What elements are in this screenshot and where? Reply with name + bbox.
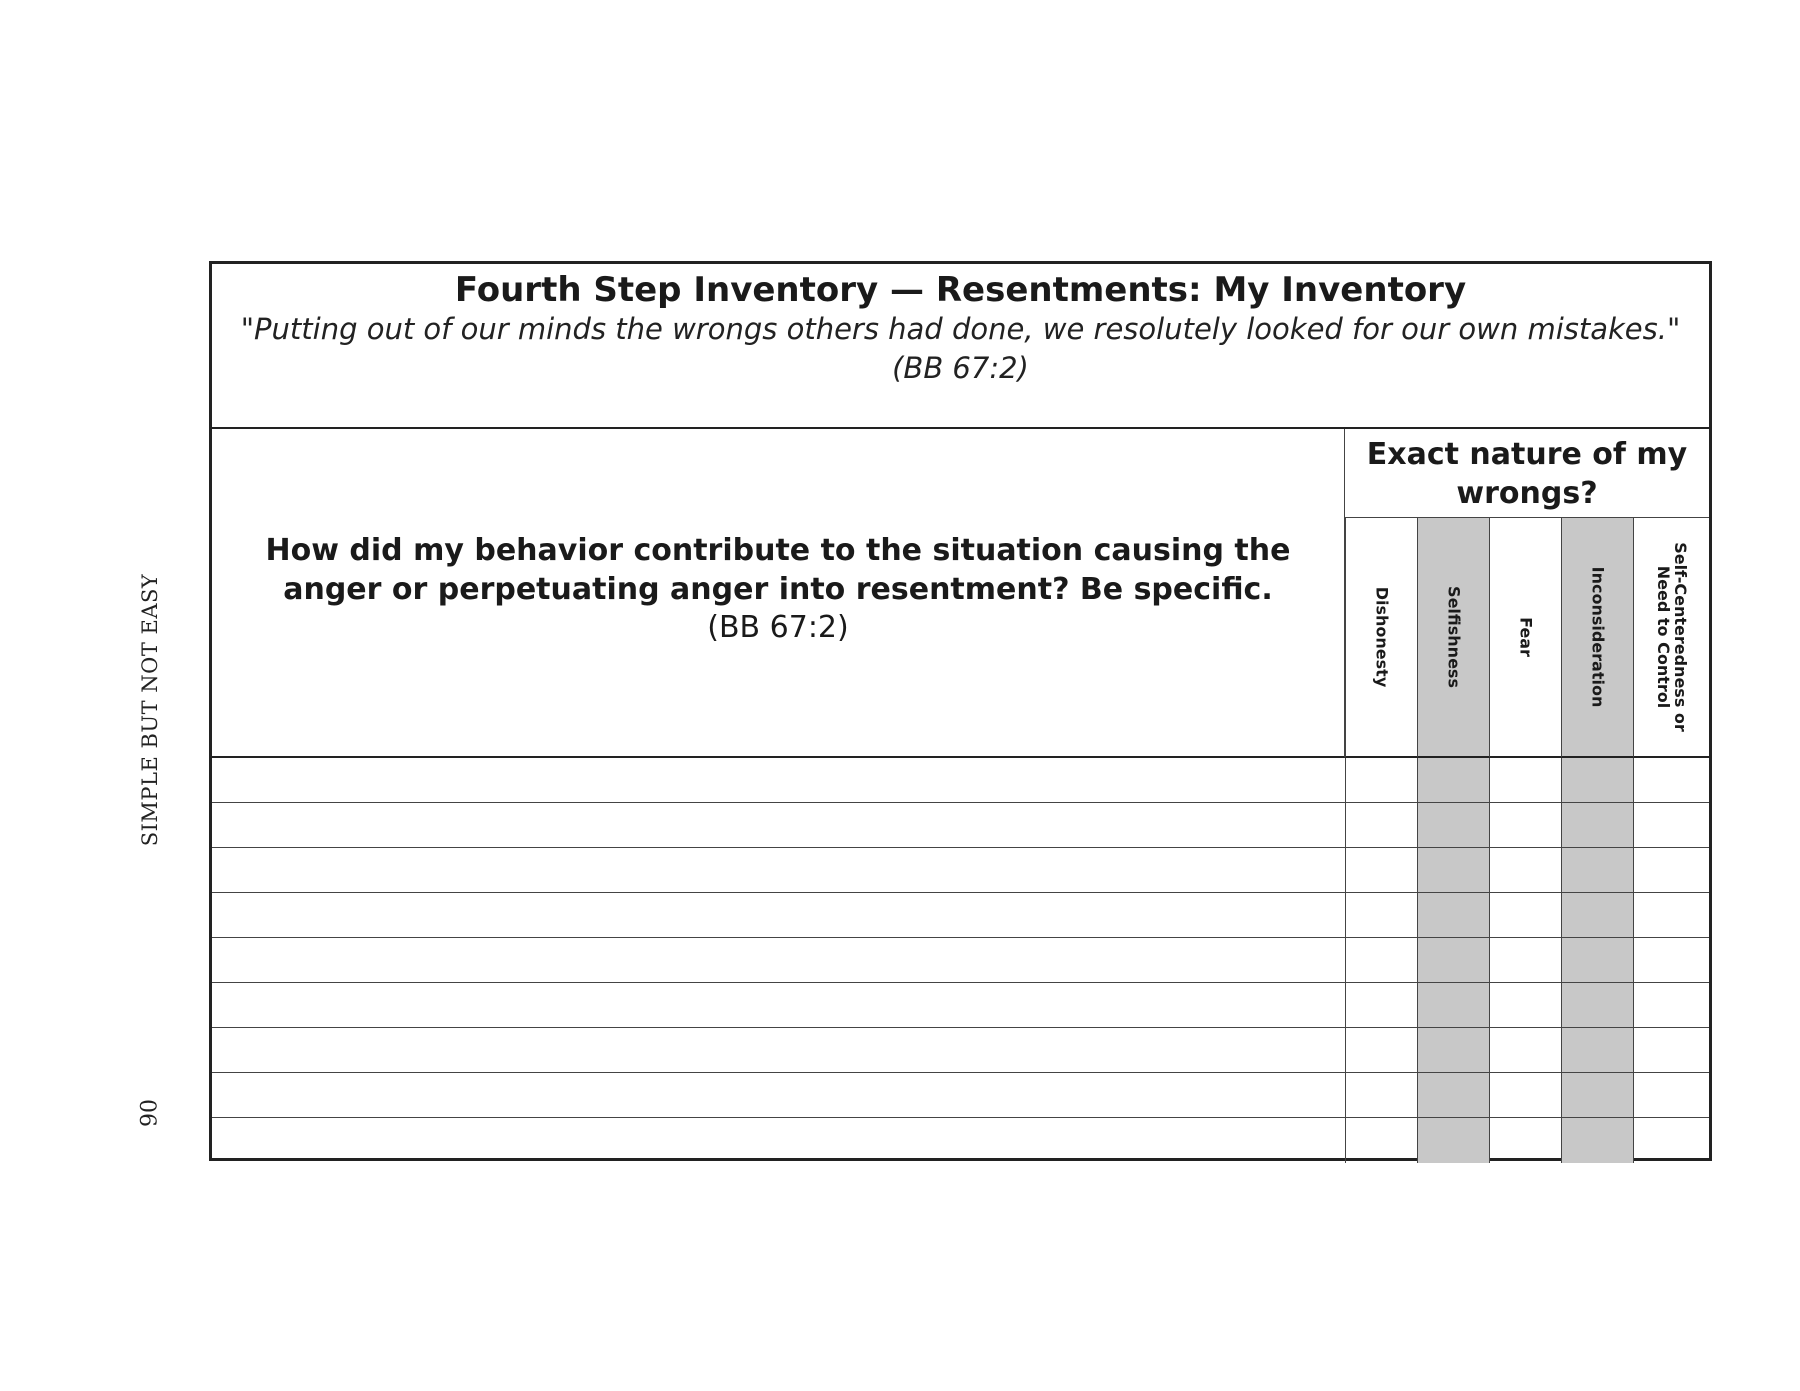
answer-cell[interactable] bbox=[212, 1073, 1345, 1117]
category-checkbox-cell[interactable] bbox=[1345, 983, 1417, 1027]
category-checkbox-cell[interactable] bbox=[1417, 848, 1489, 892]
table-row bbox=[212, 803, 1709, 848]
answer-cell[interactable] bbox=[212, 1028, 1345, 1072]
category-checkbox-cell[interactable] bbox=[1345, 1073, 1417, 1117]
table-row bbox=[212, 1118, 1709, 1163]
category-checkbox-cell[interactable] bbox=[1633, 983, 1709, 1027]
category-checkbox-cell[interactable] bbox=[1417, 1028, 1489, 1072]
category-checkbox-cell[interactable] bbox=[1561, 1073, 1633, 1117]
category-checkbox-cell[interactable] bbox=[1561, 1028, 1633, 1072]
title-block bbox=[212, 264, 1709, 429]
category-checkbox-cell[interactable] bbox=[1345, 758, 1417, 802]
answer-cell[interactable] bbox=[212, 938, 1345, 982]
table-row bbox=[212, 893, 1709, 938]
table-row bbox=[212, 848, 1709, 893]
category-checkbox-cell[interactable] bbox=[1489, 983, 1561, 1027]
category-checkbox-cell[interactable] bbox=[1345, 803, 1417, 847]
category-header-5 bbox=[1633, 518, 1709, 758]
quote: "Putting out of our minds the wrongs others had done, we resolutely looked for our own mistakes." bbox=[240, 312, 1681, 346]
table-row bbox=[212, 1073, 1709, 1118]
category-checkbox-cell[interactable] bbox=[1561, 893, 1633, 937]
quote-citation: (BB 67:2) bbox=[892, 351, 1029, 385]
category-checkbox-cell[interactable] bbox=[1417, 983, 1489, 1027]
question-text: How did my behavior contribute to the situation causing the anger or perpetuating anger into resentment? Be specific. bbox=[265, 532, 1291, 607]
answer-rows bbox=[212, 758, 1709, 1158]
category-checkbox-cell[interactable] bbox=[1489, 1073, 1561, 1117]
category-checkbox-cell[interactable] bbox=[1561, 848, 1633, 892]
category-checkbox-cell[interactable] bbox=[1417, 758, 1489, 802]
category-checkbox-cell[interactable] bbox=[1633, 758, 1709, 802]
category-checkbox-cell[interactable] bbox=[1417, 803, 1489, 847]
category-checkbox-cell[interactable] bbox=[1561, 803, 1633, 847]
table-row bbox=[212, 758, 1709, 803]
category-checkbox-cell[interactable] bbox=[1633, 893, 1709, 937]
category-label: Inconsideration bbox=[1588, 566, 1607, 708]
answer-cell[interactable] bbox=[212, 1118, 1345, 1163]
category-checkbox-cell[interactable] bbox=[1633, 848, 1709, 892]
running-head: SIMPLE BUT NOT EASY bbox=[138, 573, 162, 847]
category-checkbox-cell[interactable] bbox=[1345, 1028, 1417, 1072]
category-checkbox-cell[interactable] bbox=[1489, 893, 1561, 937]
category-checkbox-cell[interactable] bbox=[1489, 938, 1561, 982]
category-header-4 bbox=[1561, 518, 1633, 758]
nature-heading: Exact nature of my wrongs? bbox=[1345, 429, 1709, 518]
category-header-1 bbox=[1345, 518, 1417, 758]
category-checkbox-cell[interactable] bbox=[1561, 1118, 1633, 1163]
question-header-cell bbox=[212, 429, 1345, 758]
answer-cell[interactable] bbox=[212, 893, 1345, 937]
category-checkbox-cell[interactable] bbox=[1417, 938, 1489, 982]
category-checkbox-cell[interactable] bbox=[1345, 893, 1417, 937]
category-label: Selfishness bbox=[1444, 586, 1463, 688]
table-row bbox=[212, 1028, 1709, 1073]
inventory-worksheet bbox=[209, 261, 1712, 1161]
category-checkbox-cell[interactable] bbox=[1417, 1118, 1489, 1163]
category-header-2 bbox=[1417, 518, 1489, 758]
category-checkbox-cell[interactable] bbox=[1633, 1118, 1709, 1163]
category-checkbox-cell[interactable] bbox=[1489, 1118, 1561, 1163]
answer-cell[interactable] bbox=[212, 758, 1345, 802]
category-checkbox-cell[interactable] bbox=[1417, 893, 1489, 937]
category-checkbox-cell[interactable] bbox=[1489, 803, 1561, 847]
category-checkbox-cell[interactable] bbox=[1633, 1073, 1709, 1117]
category-checkbox-cell[interactable] bbox=[1561, 938, 1633, 982]
category-checkbox-cell[interactable] bbox=[1489, 758, 1561, 802]
category-checkbox-cell[interactable] bbox=[1633, 803, 1709, 847]
page-number: 90 bbox=[137, 1099, 163, 1127]
category-label: Dishonesty bbox=[1372, 586, 1391, 688]
category-checkbox-cell[interactable] bbox=[1345, 1118, 1417, 1163]
category-checkbox-cell[interactable] bbox=[1489, 1028, 1561, 1072]
category-label: Fear bbox=[1516, 617, 1535, 657]
answer-cell[interactable] bbox=[212, 983, 1345, 1027]
category-label: Self-Centeredness or Need to Control bbox=[1653, 542, 1690, 732]
answer-cell[interactable] bbox=[212, 848, 1345, 892]
category-checkbox-cell[interactable] bbox=[1345, 938, 1417, 982]
worksheet-title: Fourth Step Inventory — Resentments: My Inventory bbox=[454, 270, 1467, 310]
question-citation: (BB 67:2) bbox=[707, 609, 849, 645]
category-checkbox-cell[interactable] bbox=[1561, 758, 1633, 802]
table-row bbox=[212, 983, 1709, 1028]
table-row bbox=[212, 938, 1709, 983]
category-checkbox-cell[interactable] bbox=[1417, 1073, 1489, 1117]
answer-cell[interactable] bbox=[212, 803, 1345, 847]
category-checkbox-cell[interactable] bbox=[1633, 938, 1709, 982]
category-header-3 bbox=[1489, 518, 1561, 758]
category-checkbox-cell[interactable] bbox=[1561, 983, 1633, 1027]
category-checkbox-cell[interactable] bbox=[1489, 848, 1561, 892]
category-checkbox-cell[interactable] bbox=[1345, 848, 1417, 892]
category-checkbox-cell[interactable] bbox=[1633, 1028, 1709, 1072]
